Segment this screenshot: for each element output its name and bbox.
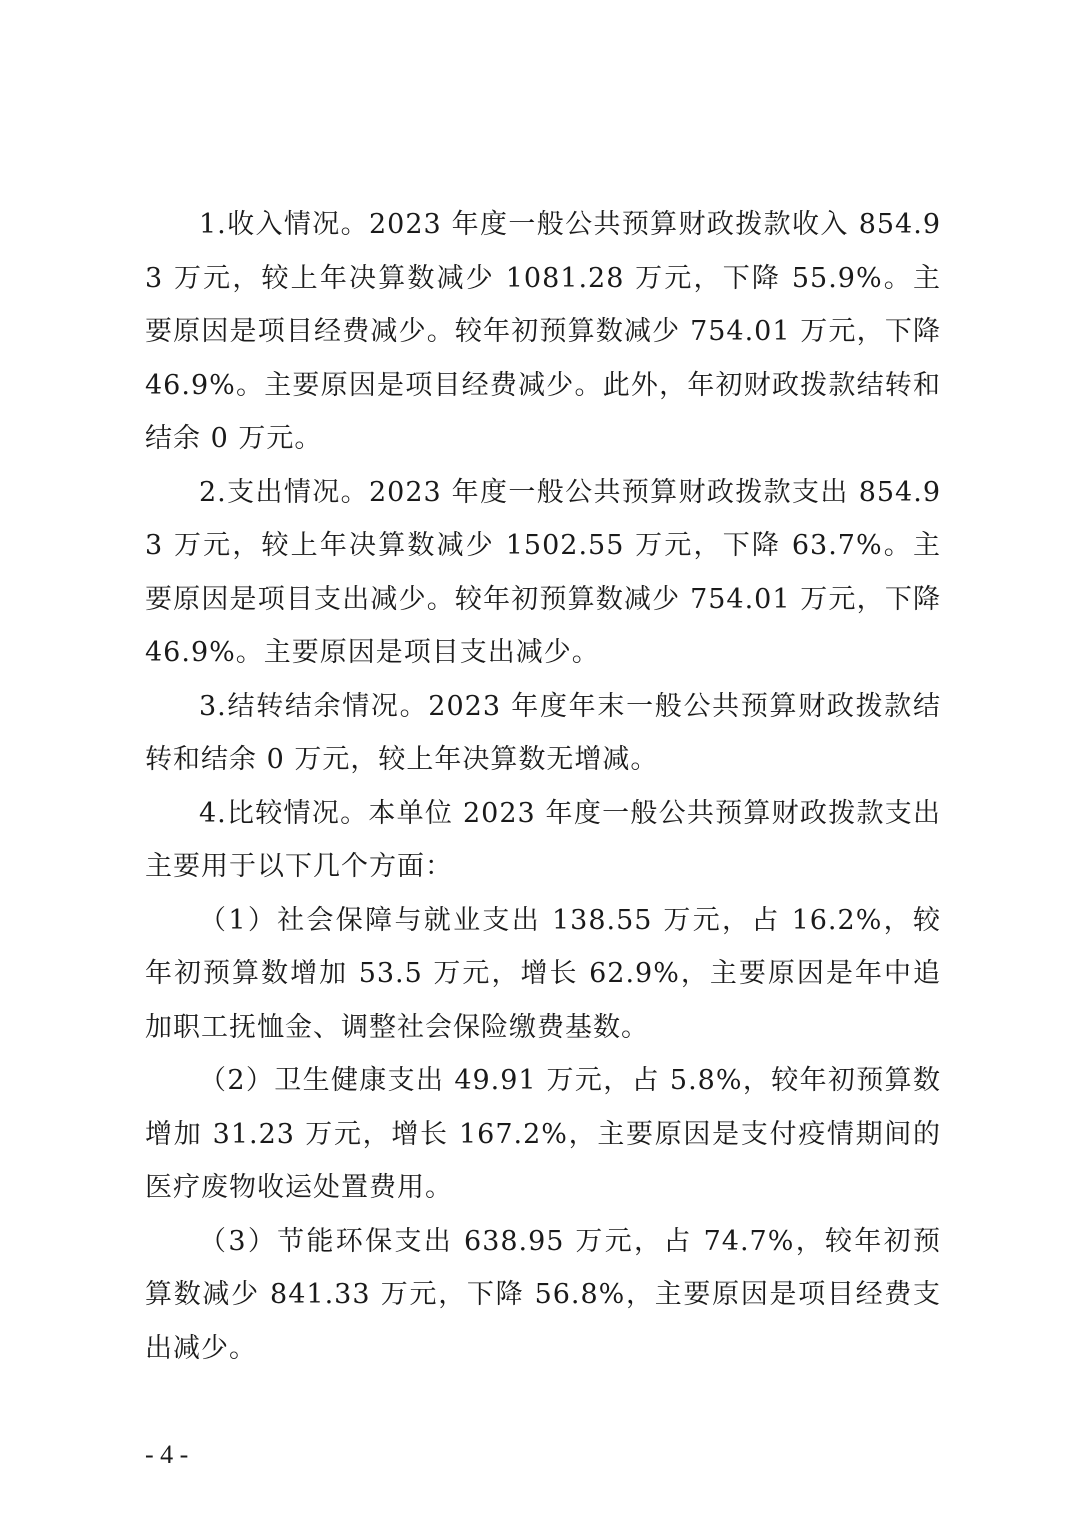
document-body [145,198,941,1375]
paragraph-income: 1.收入情况。2023 年度一般公共预算财政拨款收入 854.93 万元，较上年决算数减少 1081.28 万元，下降 55.9%。主要原因是项目经费减少。较年初预算数减少 754.01 万元，下降 46.9%。主要原因是项目经费减少。此外，年初财政拨款结转和结余 0 万元。 [145,209,941,454]
paragraph-social-security: （1）社会保障与就业支出 138.55 万元，占 16.2%，较年初预算数增加 53.5 万元，增长 62.9%，主要原因是年中追加职工抚恤金、调整社会保险缴费基数。 [145,904,941,1043]
paragraph-carryover: 3.结转结余情况。2023 年度年末一般公共预算财政拨款结转和结余 0 万元，较上年决算数无增减。 [145,690,941,775]
paragraph-expenditure: 2.支出情况。2023 年度一般公共预算财政拨款支出 854.93 万元，较上年决算数减少 1502.55 万元，下降 63.7%。主要原因是项目支出减少。较年初预算数减少 754.01 万元，下降 46.9%。主要原因是项目支出减少。 [145,476,941,668]
paragraph-comparison: 4.比较情况。本单位 2023 年度一般公共预算财政拨款支出主要用于以下几个方面： [145,797,941,882]
paragraph-environment: （3）节能环保支出 638.95 万元，占 74.7%，较年初预算数减少 841.33 万元，下降 56.8%，主要原因是项目经费支出减少。 [145,1225,941,1364]
page-number: - 4 - [145,1440,189,1469]
paragraph-health: （2）卫生健康支出 49.91 万元，占 5.8%，较年初预算数增加 31.23 万元，增长 167.2%，主要原因是支付疫情期间的医疗废物收运处置费用。 [145,1065,941,1203]
